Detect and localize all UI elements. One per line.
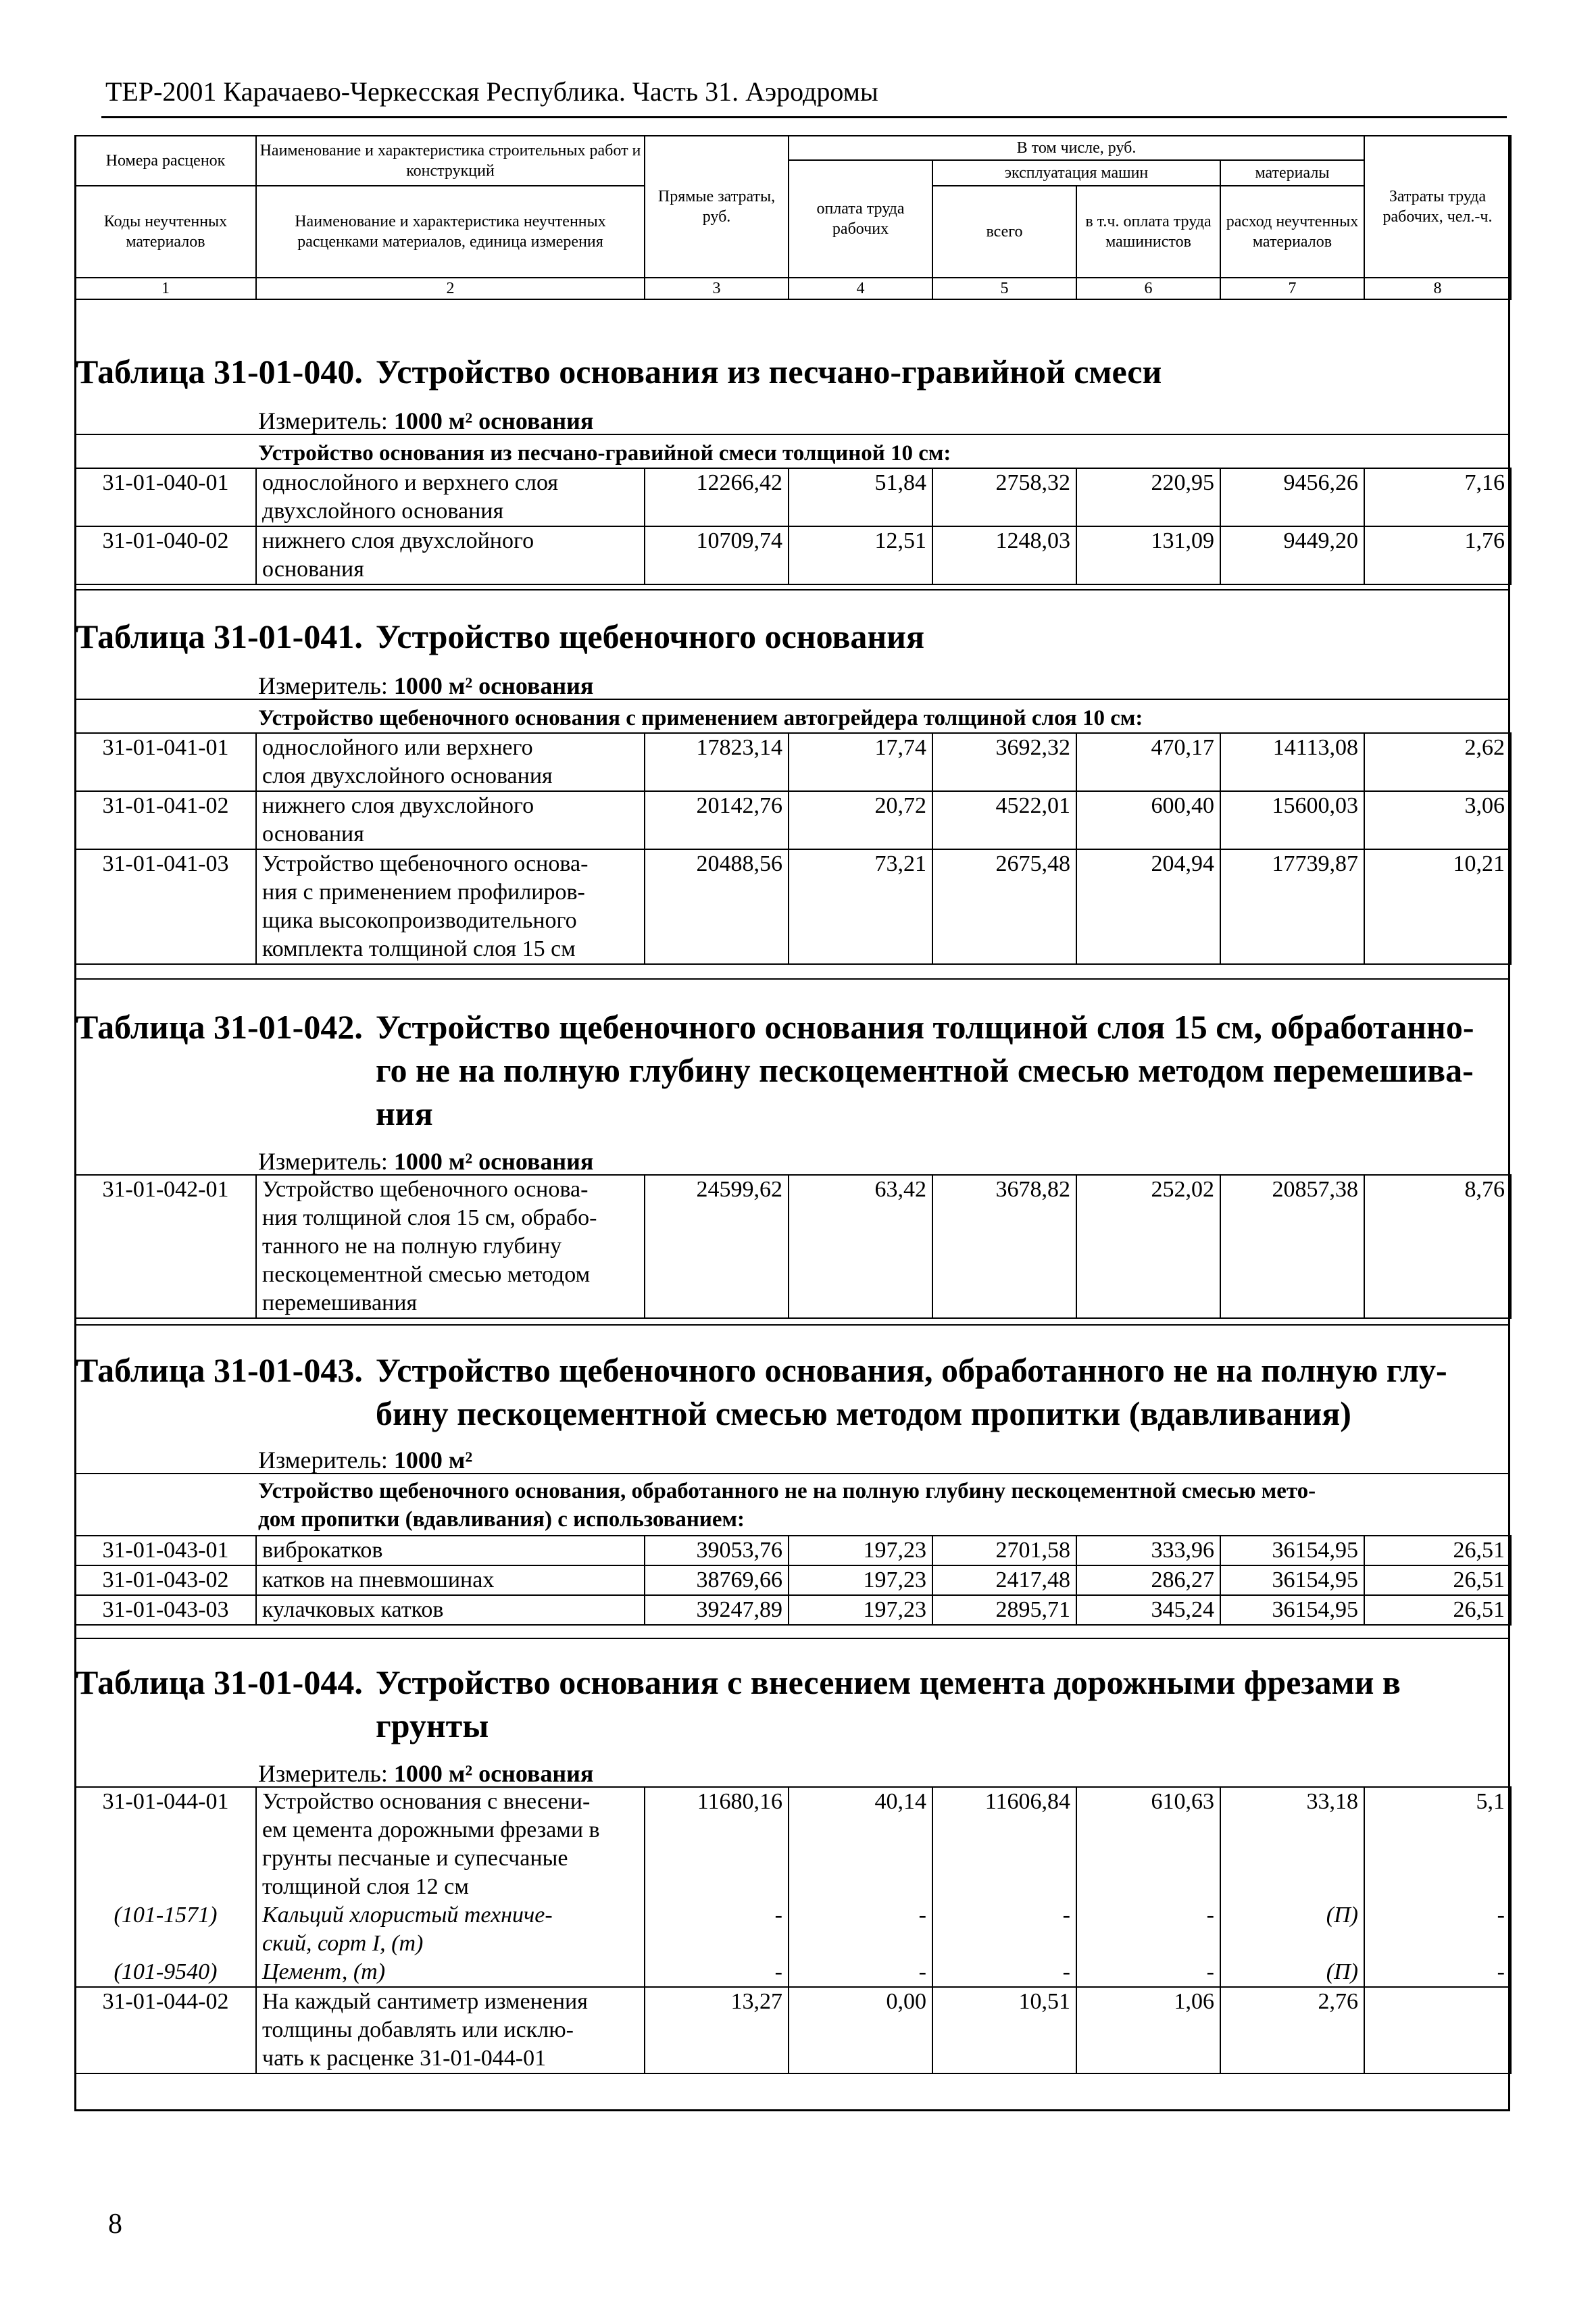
machinist-pay: - xyxy=(1076,1958,1220,1987)
direct-cost: - xyxy=(645,1901,789,1958)
table-row xyxy=(75,526,1511,584)
table-row xyxy=(75,1987,1511,2073)
table-row xyxy=(75,733,1511,791)
table-label: Таблица 31-01-044. xyxy=(76,1663,363,1701)
materials-cost: 2,76 xyxy=(1220,1987,1364,2073)
column-number: 4 xyxy=(789,278,932,299)
machines-total: 11606,84 xyxy=(932,1787,1076,1901)
subheading: Устройство щебеночного основания с применением автогрейдера толщиной слоя 10 см: xyxy=(258,706,1143,730)
machines-total: 2701,58 xyxy=(932,1536,1076,1565)
table-title-line: грунты xyxy=(376,1707,489,1744)
table-row xyxy=(75,1565,1511,1595)
measurement-unit xyxy=(258,1759,593,1788)
rule xyxy=(74,699,1510,700)
labor-hours: 3,06 xyxy=(1364,791,1511,849)
machines-total: - xyxy=(932,1901,1076,1958)
labor-pay: 63,42 xyxy=(789,1175,932,1318)
unit-value: 1000 м² основания xyxy=(393,407,594,434)
table-row xyxy=(75,791,1511,849)
table-row xyxy=(75,1595,1511,1625)
rule xyxy=(74,1638,1510,1639)
unit-label: Измеритель: xyxy=(258,407,388,434)
labor-pay: - xyxy=(789,1958,932,1987)
labor-pay: 197,23 xyxy=(789,1595,932,1625)
rule xyxy=(74,1473,1510,1474)
unit-label: Измеритель: xyxy=(258,1148,388,1175)
page-number: 8 xyxy=(108,2209,122,2240)
table-title-line: Устройство основания с внесением цемента дорожными фрезами в xyxy=(376,1663,1401,1701)
machines-total: 4522,01 xyxy=(932,791,1076,849)
column-number: 3 xyxy=(645,278,789,299)
labor-pay: 0,00 xyxy=(789,1987,932,2073)
labor-pay: - xyxy=(789,1901,932,1958)
column-number: 6 xyxy=(1076,278,1220,299)
machines-total: 1248,03 xyxy=(932,526,1076,584)
machinist-pay: 204,94 xyxy=(1076,849,1220,964)
rate-name: На каждый сантиметр изменения толщины добавлять или исклю- чать к расценке 31-01-044-01 xyxy=(256,1987,645,2073)
header-col5: всего xyxy=(932,186,1076,278)
direct-cost: 38769,66 xyxy=(645,1565,789,1595)
subheading: Устройство щебеночного основания, обработанного не на полную глубину пескоцементной смесью мето- xyxy=(258,1479,1316,1503)
direct-cost: 39053,76 xyxy=(645,1536,789,1565)
unit-value: 1000 м² основания xyxy=(393,1760,594,1787)
labor-hours: 26,51 xyxy=(1364,1565,1511,1595)
labor-hours: - xyxy=(1364,1901,1511,1958)
rates-table xyxy=(74,732,1512,965)
material-name: Кальций хлористый техниче- ский, сорт I, (т) xyxy=(256,1901,645,1958)
rule xyxy=(74,1324,1510,1326)
material-name: Цемент, (т) xyxy=(256,1958,645,1987)
header-col3: Прямые затраты, руб. xyxy=(645,136,789,278)
machines-total: 3692,32 xyxy=(932,733,1076,791)
header-materials: материалы xyxy=(1220,160,1364,186)
machines-total: 3678,82 xyxy=(932,1175,1076,1318)
rate-name: однослойного и верхнего слоя двухслойного основания xyxy=(256,468,645,526)
direct-cost: 20142,76 xyxy=(645,791,789,849)
measurement-unit xyxy=(258,407,593,435)
header-col8: Затраты труда рабочих, чел.-ч. xyxy=(1364,136,1511,278)
table-title xyxy=(76,350,1162,393)
rate-name: Устройство основания с внесени- ем цемента дорожными фрезами в грунты песчаные и супесчаные толщиной слоя 12 см xyxy=(256,1787,645,1901)
table-row xyxy=(75,1536,1511,1565)
labor-pay: 197,23 xyxy=(789,1565,932,1595)
machinist-pay: - xyxy=(1076,1901,1220,1958)
labor-pay: 197,23 xyxy=(789,1536,932,1565)
measurement-unit xyxy=(258,672,593,700)
rate-code: 31-01-043-01 xyxy=(75,1536,256,1565)
direct-cost: - xyxy=(645,1958,789,1987)
machines-total: 2895,71 xyxy=(932,1595,1076,1625)
rate-code: 31-01-040-02 xyxy=(75,526,256,584)
material-row xyxy=(75,1901,1511,1958)
table-title-line: го не на полную глубину пескоцементной смесью методом перемешива- xyxy=(376,1051,1474,1089)
table-title xyxy=(76,1661,1401,1704)
labor-pay: 40,14 xyxy=(789,1787,932,1901)
direct-cost: 17823,14 xyxy=(645,733,789,791)
labor-pay: 12,51 xyxy=(789,526,932,584)
materials-cost: 33,18 xyxy=(1220,1787,1364,1901)
machinist-pay: 220,95 xyxy=(1076,468,1220,526)
rates-table xyxy=(74,1174,1512,1319)
labor-pay: 20,72 xyxy=(789,791,932,849)
materials-cost: (П) xyxy=(1220,1958,1364,1987)
labor-hours: - xyxy=(1364,1958,1511,1987)
rate-code: 31-01-043-02 xyxy=(75,1565,256,1595)
header-col1-top: Номера расценок xyxy=(75,136,256,186)
table-title-line: Устройство щебеночного основания, обработанного не на полную глу- xyxy=(376,1351,1447,1389)
header-col6: в т.ч. оплата труда машинистов xyxy=(1076,186,1220,278)
rate-code: 31-01-043-03 xyxy=(75,1595,256,1625)
direct-cost: 24599,62 xyxy=(645,1175,789,1318)
labor-hours: 7,16 xyxy=(1364,468,1511,526)
machinist-pay: 131,09 xyxy=(1076,526,1220,584)
machinist-pay: 610,63 xyxy=(1076,1787,1220,1901)
column-number: 2 xyxy=(256,278,645,299)
materials-cost: 14113,08 xyxy=(1220,733,1364,791)
column-number: 7 xyxy=(1220,278,1364,299)
materials-cost: 9449,20 xyxy=(1220,526,1364,584)
rate-code: 31-01-041-02 xyxy=(75,791,256,849)
rule xyxy=(74,589,1510,590)
materials-cost: 36154,95 xyxy=(1220,1536,1364,1565)
machinist-pay: 345,24 xyxy=(1076,1595,1220,1625)
labor-pay: 73,21 xyxy=(789,849,932,964)
frame-border xyxy=(1508,135,1510,2111)
rate-code: 31-01-041-03 xyxy=(75,849,256,964)
materials-cost: (П) xyxy=(1220,1901,1364,1958)
table-row xyxy=(75,468,1511,526)
rates-table xyxy=(74,1535,1512,1626)
frame-border xyxy=(74,135,76,2111)
rate-name: Устройство щебеночного основа- ния толщиной слоя 15 см, обрабо- танного не на полную глубину пескоцементной смесью методом перемешивания xyxy=(256,1175,645,1318)
rate-code: 31-01-044-01 xyxy=(75,1787,256,1901)
table-title xyxy=(76,615,925,658)
rate-code: 31-01-041-01 xyxy=(75,733,256,791)
machines-total: 10,51 xyxy=(932,1987,1076,2073)
header-col2-bottom: Наименование и характеристика неучтенных расценками материалов, единица измерения xyxy=(256,186,645,278)
table-title-text: Устройство основания из песчано-гравийной смеси xyxy=(376,353,1162,391)
rates-table xyxy=(74,1786,1512,2074)
frame-border xyxy=(74,2109,1510,2111)
unit-value: 1000 м² основания xyxy=(393,672,594,699)
rate-code: 31-01-044-02 xyxy=(75,1987,256,2073)
rule xyxy=(74,434,1510,435)
column-header-table xyxy=(74,135,1512,300)
rate-name: виброкатков xyxy=(256,1536,645,1565)
header-col1-bottom: Коды неучтенных материалов xyxy=(75,186,256,278)
direct-cost: 13,27 xyxy=(645,1987,789,2073)
direct-cost: 20488,56 xyxy=(645,849,789,964)
column-number: 1 xyxy=(75,278,256,299)
materials-cost: 20857,38 xyxy=(1220,1175,1364,1318)
rate-name: однослойного или верхнего слоя двухслойного основания xyxy=(256,733,645,791)
table-row xyxy=(75,1175,1511,1318)
rate-name: Устройство щебеночного основа- ния с применением профилиров- щика высокопроизводительного комплекта толщиной слоя 15 см xyxy=(256,849,645,964)
rates-table xyxy=(74,468,1512,585)
column-number: 8 xyxy=(1364,278,1511,299)
materials-cost: 36154,95 xyxy=(1220,1595,1364,1625)
material-code: (101-1571) xyxy=(75,1901,256,1958)
direct-cost: 11680,16 xyxy=(645,1787,789,1901)
unit-label: Измеритель: xyxy=(258,1760,388,1787)
machinist-pay: 252,02 xyxy=(1076,1175,1220,1318)
table-label: Таблица 31-01-043. xyxy=(76,1351,363,1389)
labor-hours: 2,62 xyxy=(1364,733,1511,791)
header-machines: эксплуатация машин xyxy=(932,160,1220,186)
header-col4: оплата труда рабочих xyxy=(789,160,932,278)
materials-cost: 36154,95 xyxy=(1220,1565,1364,1595)
table-row xyxy=(75,849,1511,964)
table-label: Таблица 31-01-040. xyxy=(76,353,363,391)
machinist-pay: 1,06 xyxy=(1076,1987,1220,2073)
subheading: дом пропитки (вдавливания) с использованием: xyxy=(258,1507,745,1532)
header-group: В том числе, руб. xyxy=(789,136,1364,160)
unit-label: Измеритель: xyxy=(258,672,388,699)
machines-total: 2758,32 xyxy=(932,468,1076,526)
direct-cost: 12266,42 xyxy=(645,468,789,526)
table-row xyxy=(75,1787,1511,1901)
direct-cost: 39247,89 xyxy=(645,1595,789,1625)
table-label: Таблица 31-01-041. xyxy=(76,618,363,655)
labor-hours: 26,51 xyxy=(1364,1536,1511,1565)
machinist-pay: 333,96 xyxy=(1076,1536,1220,1565)
running-head: ТЕР-2001 Карачаево-Черкесская Республика. Часть 31. Аэродромы xyxy=(105,76,878,107)
rate-name: катков на пневмошинах xyxy=(256,1565,645,1595)
labor-pay: 17,74 xyxy=(789,733,932,791)
machinist-pay: 470,17 xyxy=(1076,733,1220,791)
column-number: 5 xyxy=(932,278,1076,299)
materials-cost: 17739,87 xyxy=(1220,849,1364,964)
header-rule xyxy=(101,116,1507,118)
labor-hours: 1,76 xyxy=(1364,526,1511,584)
header-col2-top: Наименование и характеристика строительных работ и конструкций xyxy=(256,136,645,186)
material-row xyxy=(75,1958,1511,1987)
material-code: (101-9540) xyxy=(75,1958,256,1987)
labor-pay: 51,84 xyxy=(789,468,932,526)
labor-hours: 8,76 xyxy=(1364,1175,1511,1318)
unit-value: 1000 м² основания xyxy=(393,1148,594,1175)
table-title-line: Устройство щебеночного основания толщиной слоя 15 см, обработанно- xyxy=(376,1008,1474,1046)
subheading: Устройство основания из песчано-гравийной смеси толщиной 10 см: xyxy=(258,441,951,466)
machines-total: 2675,48 xyxy=(932,849,1076,964)
labor-hours xyxy=(1364,1987,1511,2073)
materials-cost: 15600,03 xyxy=(1220,791,1364,849)
table-title xyxy=(76,1005,1474,1049)
table-title-text: Устройство щебеночного основания xyxy=(376,618,925,655)
labor-hours: 5,1 xyxy=(1364,1787,1511,1901)
table-label: Таблица 31-01-042. xyxy=(76,1008,363,1046)
machines-total: - xyxy=(932,1958,1076,1987)
measurement-unit xyxy=(258,1446,472,1474)
rate-name: нижнего слоя двухслойного основания xyxy=(256,526,645,584)
machinist-pay: 286,27 xyxy=(1076,1565,1220,1595)
rate-code: 31-01-040-01 xyxy=(75,468,256,526)
machinist-pay: 600,40 xyxy=(1076,791,1220,849)
table-title-line: бину пескоцементной смесью методом пропитки (вдавливания) xyxy=(376,1394,1351,1432)
table-title-line: ния xyxy=(376,1095,433,1132)
measurement-unit xyxy=(258,1147,593,1176)
unit-value: 1000 м² xyxy=(393,1447,473,1474)
rule xyxy=(74,978,1510,980)
direct-cost: 10709,74 xyxy=(645,526,789,584)
header-col7: расход неучтенных материалов xyxy=(1220,186,1364,278)
labor-hours: 26,51 xyxy=(1364,1595,1511,1625)
rate-code: 31-01-042-01 xyxy=(75,1175,256,1318)
rate-name: кулачковых катков xyxy=(256,1595,645,1625)
materials-cost: 9456,26 xyxy=(1220,468,1364,526)
machines-total: 2417,48 xyxy=(932,1565,1076,1595)
table-title xyxy=(76,1349,1447,1392)
rate-name: нижнего слоя двухслойного основания xyxy=(256,791,645,849)
labor-hours: 10,21 xyxy=(1364,849,1511,964)
unit-label: Измеритель: xyxy=(258,1447,388,1474)
